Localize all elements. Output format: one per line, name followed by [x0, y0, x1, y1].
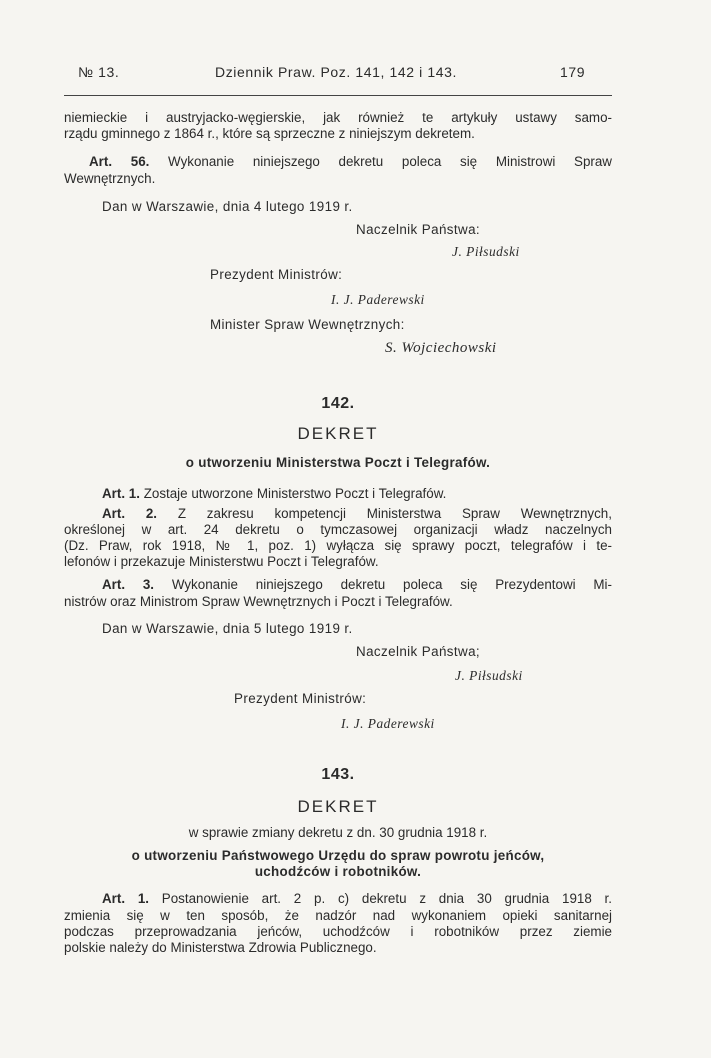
- signatory-name: I. J. Paderewski: [341, 716, 435, 731]
- journal-reference: Dziennik Praw. Poz. 141, 142 i 143.: [215, 64, 458, 80]
- signatory-title: Prezydent Ministrów:: [210, 267, 343, 282]
- paragraph-line: Wewnętrznych.: [64, 171, 156, 186]
- signatory-name: S. Wojciechowski: [385, 340, 497, 356]
- decree-subtitle: o utworzeniu Ministerstwa Poczt i Telegrafów.: [185, 455, 491, 470]
- decree-title: DEKRET: [297, 797, 379, 816]
- article-text: Zostaje utworzone Ministerstwo Poczt i Telegrafów.: [143, 486, 447, 501]
- paragraph-line: zmienia się w ten sposób, że nadzór nad wykonaniem opieki sanitarnej: [64, 908, 612, 923]
- article-text: Wykonanie niniejszego dekretu poleca się Ministrowi Spraw: [168, 154, 612, 169]
- article-label: Art. 1.: [102, 891, 150, 906]
- signatory-name: J. Piłsudski: [452, 244, 520, 259]
- issue-number: № 13.: [78, 64, 120, 80]
- signatory-title: Prezydent Ministrów:: [234, 691, 367, 706]
- signatory-name: J. Piłsudski: [455, 668, 523, 683]
- article-text: Postanowienie art. 2 p. c) dekretu z dnia 30 grudnia 1918 r.: [161, 891, 612, 906]
- decree-subtitle: o utworzeniu Państwowego Urzędu do spraw powrotu jeńców,: [131, 848, 545, 863]
- article-3: [102, 577, 612, 594]
- paragraph-line: podczas przeprowadzania jeńców, uchodźców i robotników przez ziemie: [64, 924, 612, 939]
- paragraph-line: niemieckie i austryjacko-węgierskie, jak również te artykuły ustawy samo-: [64, 110, 612, 125]
- article-label: Art. 56.: [89, 154, 150, 169]
- paragraph-line: określonej w art. 24 dekretu o tymczasowej organizacji władz naczelnych: [64, 522, 612, 537]
- page-number: 179: [560, 64, 586, 80]
- signatory-title: Naczelnik Państwa:: [356, 222, 481, 237]
- article-1: [102, 486, 446, 503]
- header-rule: [64, 95, 612, 96]
- article-text: Z zakresu kompetencji Ministerstwa Spraw Wewnętrznych,: [177, 506, 612, 521]
- decree-subtitle: w sprawie zmiany dekretu z dn. 30 grudnia 1918 r.: [188, 825, 488, 840]
- paragraph-line: rządu gminnego z 1864 r., które są sprzeczne z niniejszym dekretem.: [64, 126, 475, 141]
- article-2: [102, 506, 612, 523]
- article-56: [89, 154, 612, 171]
- article-label: Art. 2.: [102, 506, 158, 521]
- paragraph-line: lefonów i przekazuje Ministerstwu Poczt i Telegrafów.: [64, 554, 379, 569]
- paragraph-line: (Dz. Praw, rok 1918, № 1, poz. 1) wyłącza się sprawy poczt, telegrafów i te-: [64, 538, 612, 553]
- paragraph-line: nistrów oraz Ministrom Spraw Wewnętrznych i Poczt i Telegrafów.: [64, 594, 453, 609]
- decree-number: 142.: [321, 395, 355, 412]
- decree-title: DEKRET: [297, 424, 379, 443]
- article-label: Art. 1.: [102, 486, 140, 501]
- signatory-title: Minister Spraw Wewnętrznych:: [210, 317, 405, 332]
- signatory-title: Naczelnik Państwa;: [356, 644, 481, 659]
- article-1-143: [102, 891, 612, 908]
- article-text: Wykonanie niniejszego dekretu poleca się Prezydentowi Mi-: [171, 577, 612, 592]
- date-line: Dan w Warszawie, dnia 4 lutego 1919 r.: [102, 199, 353, 214]
- signatory-name: I. J. Paderewski: [331, 292, 425, 307]
- decree-number: 143.: [321, 766, 355, 783]
- paragraph-line: polskie należy do Ministerstwa Zdrowia Publicznego.: [64, 940, 377, 955]
- decree-subtitle: uchodźców i robotników.: [254, 864, 422, 879]
- article-label: Art. 3.: [102, 577, 155, 592]
- date-line: Dan w Warszawie, dnia 5 lutego 1919 r.: [102, 621, 353, 636]
